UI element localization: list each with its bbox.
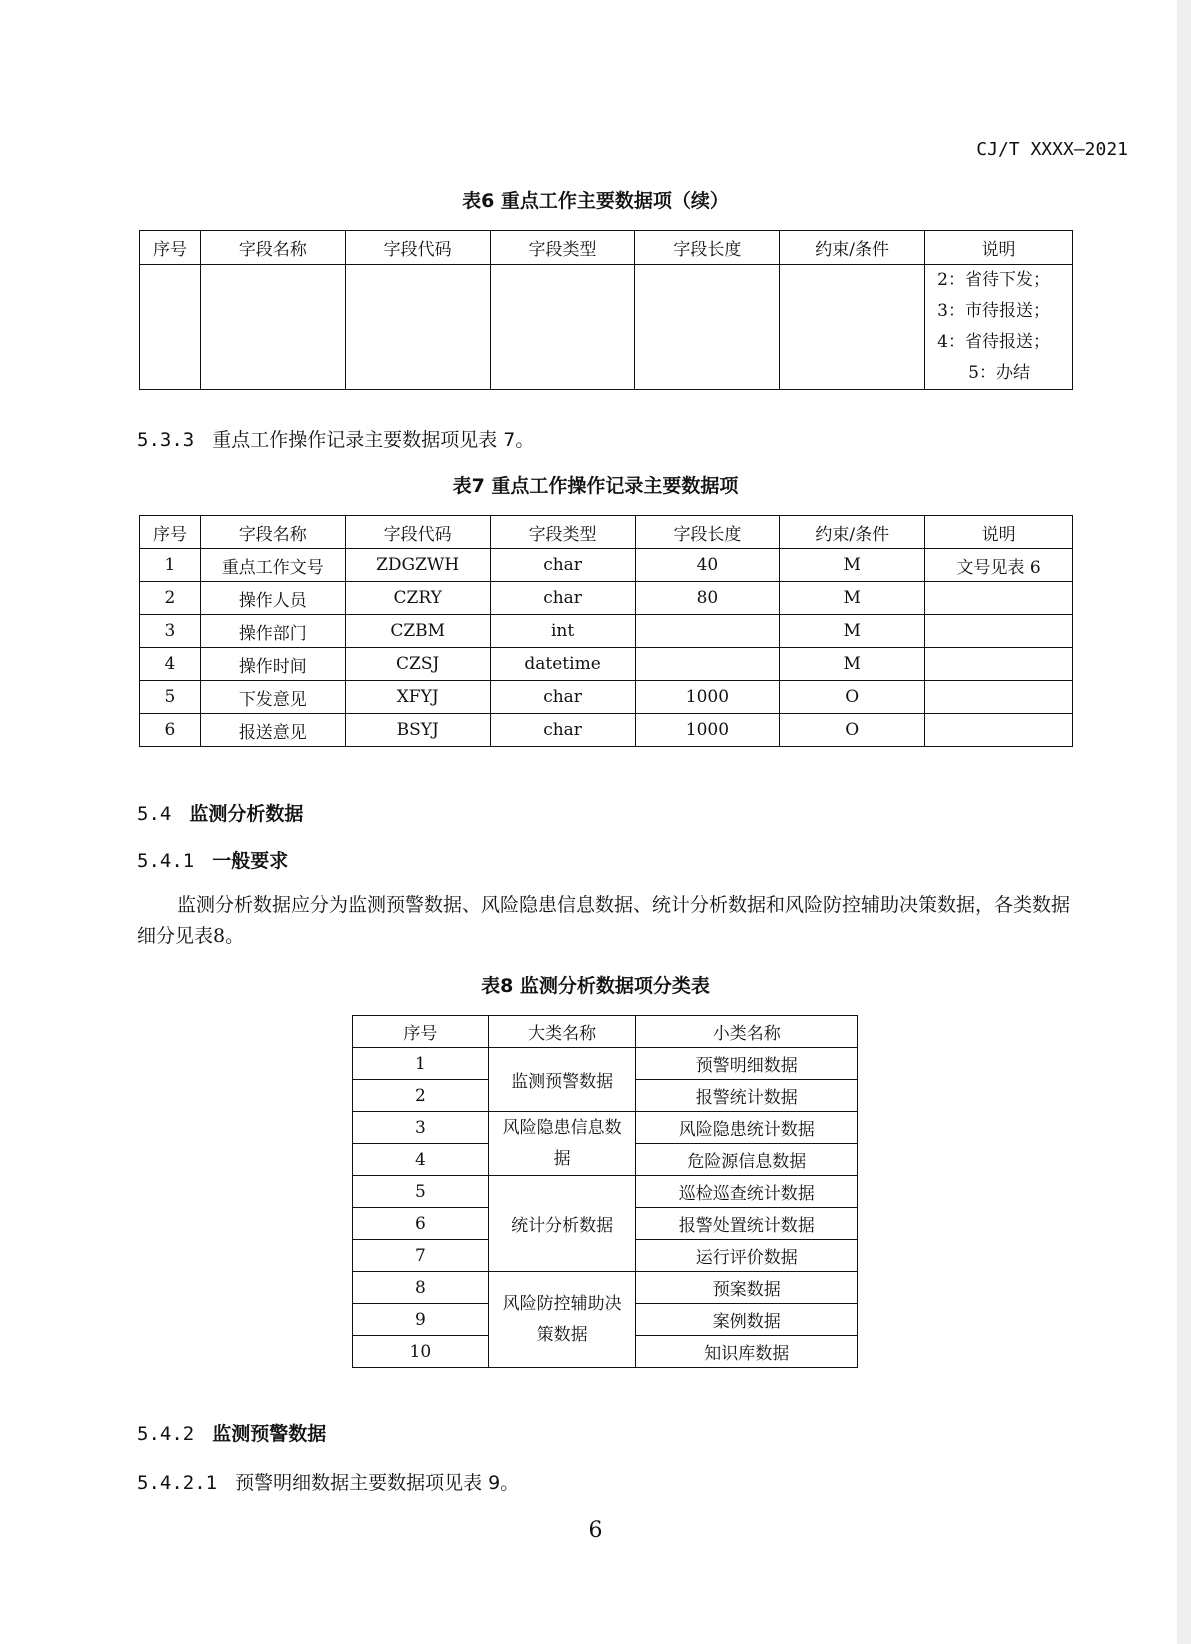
table7-cell: 操作时间 bbox=[200, 648, 345, 681]
table8-header-cell: 大类名称 bbox=[488, 1016, 636, 1048]
table8-row bbox=[353, 1272, 858, 1304]
section-number: 5.4.1 bbox=[137, 850, 195, 872]
table8-cell: 预案数据 bbox=[636, 1272, 858, 1304]
table7-header-cell: 字段代码 bbox=[345, 516, 490, 549]
table8-header-row bbox=[353, 1016, 858, 1048]
table8-cell: 预警明细数据 bbox=[636, 1048, 858, 1080]
table8-cell: 8 bbox=[353, 1272, 489, 1304]
table7-cell bbox=[925, 714, 1073, 747]
table8-cell: 报警统计数据 bbox=[636, 1080, 858, 1112]
page-number: 6 bbox=[588, 1518, 603, 1543]
desc-line: 4：省待报送； bbox=[937, 332, 1050, 352]
table7-cell bbox=[925, 615, 1073, 648]
table6-cell bbox=[200, 265, 345, 390]
table8-cell: 案例数据 bbox=[636, 1304, 858, 1336]
table7-cell: CZBM bbox=[345, 615, 490, 648]
table7-cell: 40 bbox=[635, 549, 780, 582]
table7-row bbox=[140, 648, 1073, 681]
table8-row bbox=[353, 1176, 858, 1208]
table8-cell: 5 bbox=[353, 1176, 489, 1208]
table7-cell: 报送意见 bbox=[200, 714, 345, 747]
desc-line: 3：市待报送； bbox=[937, 301, 1050, 321]
table6-desc-cell bbox=[925, 265, 1073, 390]
table8-cell: 报警处置统计数据 bbox=[636, 1208, 858, 1240]
section-number: 5.4 bbox=[137, 803, 172, 825]
table6-cell bbox=[490, 265, 635, 390]
table7-row bbox=[140, 582, 1073, 615]
table8-cell: 2 bbox=[353, 1080, 489, 1112]
table7-cell: 下发意见 bbox=[200, 681, 345, 714]
desc-line: 5：办结 bbox=[968, 363, 1030, 383]
table7-header-cell: 字段名称 bbox=[200, 516, 345, 549]
table8-cell: 1 bbox=[353, 1048, 489, 1080]
table7-header-row bbox=[140, 516, 1073, 549]
section-number: 5.4.2.1 bbox=[137, 1472, 218, 1494]
table7-cell: 3 bbox=[140, 615, 201, 648]
section-text: 重点工作操作记录主要数据项见表 7。 bbox=[212, 429, 535, 451]
table7-cell: char bbox=[490, 714, 635, 747]
table7-caption: 表7 重点工作操作记录主要数据项 bbox=[452, 475, 739, 497]
table7 bbox=[139, 515, 1073, 747]
table8-cell: 9 bbox=[353, 1304, 489, 1336]
table6-header-cell: 字段类型 bbox=[490, 231, 635, 265]
table6-cell bbox=[635, 265, 780, 390]
table6-row bbox=[140, 265, 1073, 390]
table7-cell: M bbox=[780, 549, 925, 582]
section-number: 5.3.3 bbox=[137, 429, 195, 451]
table6-header-cell: 约束/条件 bbox=[780, 231, 925, 265]
section-title: 监测预警数据 bbox=[212, 1423, 327, 1445]
table7-cell: BSYJ bbox=[345, 714, 490, 747]
document-code: CJ/T XXXX—2021 bbox=[976, 139, 1128, 160]
table8-cell: 知识库数据 bbox=[636, 1336, 858, 1368]
section-5-4-2 bbox=[137, 1419, 326, 1446]
table8-header-cell: 序号 bbox=[353, 1016, 489, 1048]
table7-cell: 1000 bbox=[635, 714, 780, 747]
table7-cell: 1000 bbox=[635, 681, 780, 714]
section-5-4 bbox=[137, 799, 303, 826]
table7-cell: 操作人员 bbox=[200, 582, 345, 615]
table8-category-cell: 风险防控辅助决策数据 bbox=[488, 1272, 636, 1368]
table7-cell bbox=[635, 648, 780, 681]
paragraph-5-4-1: 监测分析数据应分为监测预警数据、风险隐患信息数据、统计分析数据和风险防控辅助决策数据，各类数据细分见表8。 bbox=[137, 894, 1071, 947]
desc-line: 2：省待下发； bbox=[937, 270, 1050, 290]
table8-cell: 4 bbox=[353, 1144, 489, 1176]
table7-row bbox=[140, 549, 1073, 582]
table7-cell: 1 bbox=[140, 549, 201, 582]
table7-cell: 6 bbox=[140, 714, 201, 747]
table7-cell: M bbox=[780, 648, 925, 681]
table7-cell: 重点工作文号 bbox=[200, 549, 345, 582]
table6 bbox=[139, 230, 1073, 390]
table7-cell: 文号见表 6 bbox=[925, 549, 1073, 582]
table7-cell bbox=[925, 681, 1073, 714]
table7-cell: char bbox=[490, 681, 635, 714]
table7-cell: datetime bbox=[490, 648, 635, 681]
section-title: 监测分析数据 bbox=[189, 803, 304, 825]
table7-cell: 2 bbox=[140, 582, 201, 615]
table7-cell: int bbox=[490, 615, 635, 648]
table7-cell: M bbox=[780, 615, 925, 648]
table6-caption: 表6 重点工作主要数据项（续） bbox=[462, 190, 729, 212]
table6-cell bbox=[780, 265, 925, 390]
table8-category-cell: 监测预警数据 bbox=[488, 1048, 636, 1112]
table7-cell: ZDGZWH bbox=[345, 549, 490, 582]
table7-cell: 5 bbox=[140, 681, 201, 714]
table7-cell: char bbox=[490, 549, 635, 582]
table7-cell: char bbox=[490, 582, 635, 615]
table8-cell: 6 bbox=[353, 1208, 489, 1240]
table6-header-cell: 字段名称 bbox=[200, 231, 345, 265]
table7-cell: M bbox=[780, 582, 925, 615]
table7-header-cell: 字段类型 bbox=[490, 516, 635, 549]
table7-cell: O bbox=[780, 681, 925, 714]
section-title: 一般要求 bbox=[212, 850, 289, 872]
table7-cell: XFYJ bbox=[345, 681, 490, 714]
section-text: 预警明细数据主要数据项见表 9。 bbox=[235, 1472, 520, 1494]
table7-cell bbox=[925, 648, 1073, 681]
table6-header-row bbox=[140, 231, 1073, 265]
table7-row bbox=[140, 615, 1073, 648]
table8-caption: 表8 监测分析数据项分类表 bbox=[481, 975, 710, 997]
table8-cell: 危险源信息数据 bbox=[636, 1144, 858, 1176]
table7-row bbox=[140, 681, 1073, 714]
table8-header-cell: 小类名称 bbox=[636, 1016, 858, 1048]
table7-cell: 4 bbox=[140, 648, 201, 681]
table7-cell: 操作部门 bbox=[200, 615, 345, 648]
table8-row bbox=[353, 1048, 858, 1080]
table8-cell: 3 bbox=[353, 1112, 489, 1144]
table6-header-cell: 字段长度 bbox=[635, 231, 780, 265]
table8-category-cell: 风险隐患信息数据 bbox=[488, 1112, 636, 1176]
table7-header-cell: 约束/条件 bbox=[780, 516, 925, 549]
table7-cell bbox=[925, 582, 1073, 615]
table8-cell: 风险隐患统计数据 bbox=[636, 1112, 858, 1144]
table8-cell: 运行评价数据 bbox=[636, 1240, 858, 1272]
table6-header-cell: 字段代码 bbox=[345, 231, 490, 265]
table8-row bbox=[353, 1112, 858, 1144]
table7-header-cell: 序号 bbox=[140, 516, 201, 549]
table6-cell bbox=[140, 265, 201, 390]
table6-header-cell: 序号 bbox=[140, 231, 201, 265]
table8 bbox=[352, 1015, 858, 1368]
table7-cell: CZRY bbox=[345, 582, 490, 615]
section-5-4-2-1 bbox=[137, 1468, 519, 1495]
section-5-4-1 bbox=[137, 846, 288, 873]
table8-cell: 10 bbox=[353, 1336, 489, 1368]
table8-category-cell: 统计分析数据 bbox=[488, 1176, 636, 1272]
table7-cell bbox=[635, 615, 780, 648]
table7-cell: O bbox=[780, 714, 925, 747]
table8-cell: 巡检巡查统计数据 bbox=[636, 1176, 858, 1208]
section-5-3-3 bbox=[137, 425, 534, 452]
section-number: 5.4.2 bbox=[137, 1423, 195, 1445]
table7-header-cell: 字段长度 bbox=[635, 516, 780, 549]
table6-header-cell: 说明 bbox=[925, 231, 1073, 265]
table7-header-cell: 说明 bbox=[925, 516, 1073, 549]
table7-cell: CZSJ bbox=[345, 648, 490, 681]
page-edge bbox=[1177, 0, 1191, 1644]
table6-cell bbox=[345, 265, 490, 390]
table8-cell: 7 bbox=[353, 1240, 489, 1272]
table7-cell: 80 bbox=[635, 582, 780, 615]
table7-row bbox=[140, 714, 1073, 747]
